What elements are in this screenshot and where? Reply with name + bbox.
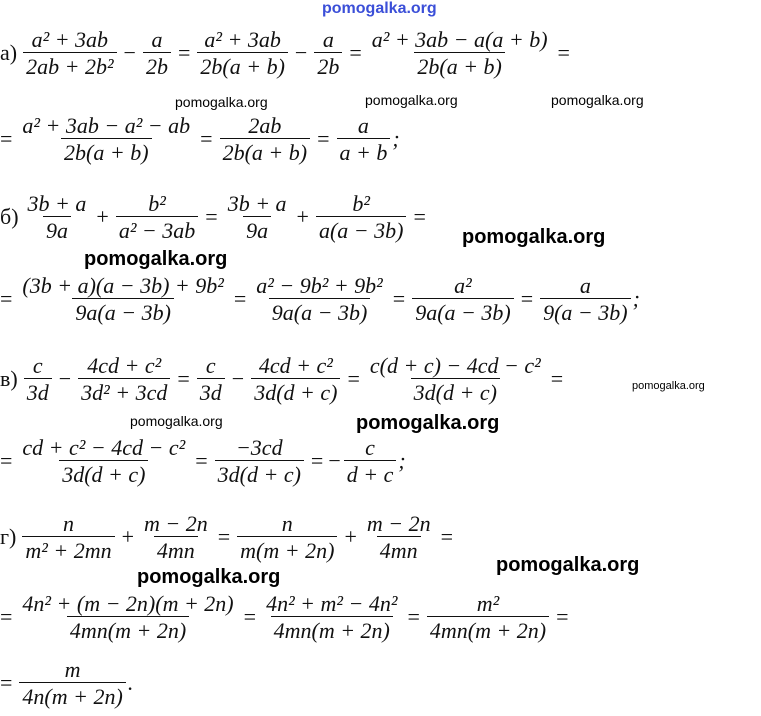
plus-sign: + (296, 204, 309, 230)
numerator: c (32, 353, 43, 378)
fraction (197, 28, 288, 78)
minus-sign: − (294, 40, 308, 66)
fraction (197, 354, 225, 404)
part-d-line-3 (0, 658, 133, 708)
numerator: b² (352, 191, 371, 216)
numerator: a (151, 27, 163, 52)
fraction (540, 274, 631, 324)
equals-sign: = (310, 448, 324, 474)
numerator: 3b + a (27, 191, 87, 216)
part-a-line-1 (0, 28, 575, 78)
denominator: 3d(d + c) (215, 460, 304, 486)
fraction (367, 354, 544, 404)
numerator: m (64, 657, 81, 682)
denominator: 4mn (377, 536, 421, 562)
equals-sign: = (556, 604, 569, 630)
equals-sign: = (407, 604, 420, 630)
fraction (22, 512, 114, 562)
minus-sign: − (328, 448, 341, 474)
equals-sign: = (0, 448, 13, 474)
fraction (19, 114, 193, 164)
numerator: a² + 3ab (204, 27, 281, 52)
denominator: 4mn (154, 536, 198, 562)
denominator: d + c (344, 460, 397, 486)
denominator: 3d(d + c) (411, 378, 500, 404)
denominator: 4mn(m + 2n) (271, 616, 393, 642)
numerator: a (579, 273, 591, 298)
part-c-line-1 (0, 354, 568, 404)
fraction (337, 114, 391, 164)
watermark: pomogalka.org (175, 94, 268, 110)
numerator: m² (476, 591, 500, 616)
numerator: −3cd (235, 435, 283, 460)
equals-sign: = (217, 524, 231, 550)
period: . (127, 670, 134, 696)
denominator: m² + 2mn (22, 536, 114, 562)
fraction (251, 354, 340, 404)
fraction (24, 354, 52, 404)
watermark: pomogalka.org (130, 413, 223, 429)
fraction (141, 512, 211, 562)
equals-sign: = (347, 366, 360, 392)
numerator: a² + 3ab − a(a + b) (371, 27, 548, 52)
fraction (220, 114, 311, 164)
watermark: pomogalka.org (356, 412, 500, 434)
numerator: b² (148, 191, 166, 216)
numerator: a² + 3ab − a² − ab (22, 113, 191, 138)
semicolon: ; (398, 448, 406, 474)
plus-sign: + (344, 524, 357, 550)
fraction (19, 274, 226, 324)
denominator: 2b (314, 52, 342, 78)
fraction (237, 512, 337, 562)
part-b-line-2 (0, 274, 640, 324)
fraction (369, 28, 551, 78)
semicolon: ; (632, 286, 640, 312)
equals-sign: = (177, 366, 190, 392)
part-d-line-2 (0, 592, 574, 642)
numerator: m − 2n (144, 511, 208, 536)
denominator: a² − 3ab (116, 216, 198, 242)
denominator: 2b(a + b) (220, 138, 311, 164)
fraction (364, 512, 434, 562)
fraction (143, 28, 171, 78)
denominator: 9a (243, 216, 271, 242)
denominator: 2ab + 2b² (23, 52, 116, 78)
denominator: 2b(a + b) (414, 52, 505, 78)
denominator: 9a (43, 216, 71, 242)
watermark: pomogalka.org (496, 554, 640, 576)
denominator: 3d (24, 378, 52, 404)
fraction (344, 436, 397, 486)
plus-sign: + (96, 204, 109, 230)
fraction (116, 192, 198, 242)
equals-sign: = (349, 40, 362, 66)
equals-sign: = (233, 286, 247, 312)
denominator: 9a(a − 3b) (412, 298, 514, 324)
watermark: pomogalka.org (137, 566, 281, 588)
fraction (412, 274, 514, 324)
plus-sign: + (121, 524, 134, 550)
watermark: pomogalka.org (84, 248, 228, 270)
part-a-line-2 (0, 114, 400, 164)
minus-sign: − (231, 366, 245, 392)
numerator: c(d + c) − 4cd − c² (369, 353, 541, 378)
part-label-a: а) (0, 40, 18, 66)
denominator: a(a − 3b) (316, 216, 407, 242)
denominator: 9a(a − 3b) (72, 298, 174, 324)
numerator: n (62, 511, 74, 536)
equals-sign: = (200, 126, 213, 152)
equals-sign: = (0, 286, 13, 312)
fraction (263, 592, 400, 642)
fraction (427, 592, 549, 642)
fraction (19, 658, 125, 708)
fraction (253, 274, 385, 324)
watermark: pomogalka.org (365, 92, 458, 108)
numerator: 4cd + c² (258, 353, 333, 378)
part-b-line-1 (0, 192, 431, 242)
equals-sign: = (557, 40, 570, 66)
equals-sign: = (0, 670, 13, 696)
numerator: cd + c² − 4cd − c² (22, 435, 186, 460)
equals-sign: = (317, 126, 330, 152)
fraction (19, 436, 188, 486)
equals-sign: = (177, 40, 191, 66)
part-label-c: в) (0, 366, 18, 392)
numerator: a (357, 113, 369, 138)
numerator: m − 2n (366, 511, 431, 536)
denominator: 9(a − 3b) (540, 298, 631, 324)
equals-sign: = (413, 204, 426, 230)
numerator: c (205, 353, 216, 378)
numerator: 4cd + c² (87, 353, 162, 378)
denominator: a + b (337, 138, 391, 164)
minus-sign: − (58, 366, 72, 392)
numerator: 4n² + (m − 2n)(m + 2n) (22, 591, 234, 616)
equals-sign: = (0, 126, 13, 152)
watermark-top: pomogalka.org (322, 0, 437, 17)
denominator: 4n(m + 2n) (19, 682, 125, 708)
watermark: pomogalka.org (632, 380, 705, 392)
fraction (314, 28, 342, 78)
fraction (23, 28, 116, 78)
numerator: 2ab (248, 113, 282, 138)
minus-sign: − (123, 40, 136, 66)
numerator: a² + 3ab (31, 27, 109, 52)
watermark: pomogalka.org (551, 92, 644, 108)
part-label-d: г) (0, 524, 17, 550)
equals-sign: = (243, 604, 257, 630)
fraction (215, 436, 304, 486)
denominator: 3d(d + c) (251, 378, 340, 404)
denominator: 3d(d + c) (59, 460, 148, 486)
numerator: a² − 9b² + 9b² (256, 273, 383, 298)
numerator: 3b + a (227, 191, 287, 216)
numerator: (3b + a)(a − 3b) + 9b² (22, 273, 224, 298)
part-c-line-2 (0, 436, 406, 486)
denominator: 2b(a + b) (61, 138, 152, 164)
fraction (25, 192, 90, 242)
equals-sign: = (392, 286, 406, 312)
equals-sign: = (550, 366, 564, 392)
fraction (19, 592, 236, 642)
part-label-b: б) (0, 204, 19, 230)
denominator: 9a(a − 3b) (269, 298, 371, 324)
fraction (78, 354, 170, 404)
denominator: 2b (143, 52, 171, 78)
denominator: 4mn(m + 2n) (427, 616, 549, 642)
semicolon: ; (392, 126, 400, 152)
numerator: a (322, 27, 334, 52)
part-d-line-1 (0, 512, 458, 562)
denominator: 3d² + 3cd (78, 378, 170, 404)
equals-sign: = (205, 204, 218, 230)
fraction (225, 192, 290, 242)
numerator: 4n² + m² − 4n² (266, 591, 398, 616)
denominator: 2b(a + b) (197, 52, 288, 78)
fraction (316, 192, 407, 242)
denominator: m(m + 2n) (237, 536, 337, 562)
numerator: n (281, 511, 293, 536)
equals-sign: = (0, 604, 13, 630)
equals-sign: = (195, 448, 208, 474)
numerator: a² (454, 273, 472, 298)
denominator: 3d (197, 378, 225, 404)
equals-sign: = (440, 524, 454, 550)
watermark: pomogalka.org (462, 226, 606, 248)
equals-sign: = (520, 286, 534, 312)
denominator: 4mn(m + 2n) (67, 616, 189, 642)
numerator: c (365, 435, 375, 460)
